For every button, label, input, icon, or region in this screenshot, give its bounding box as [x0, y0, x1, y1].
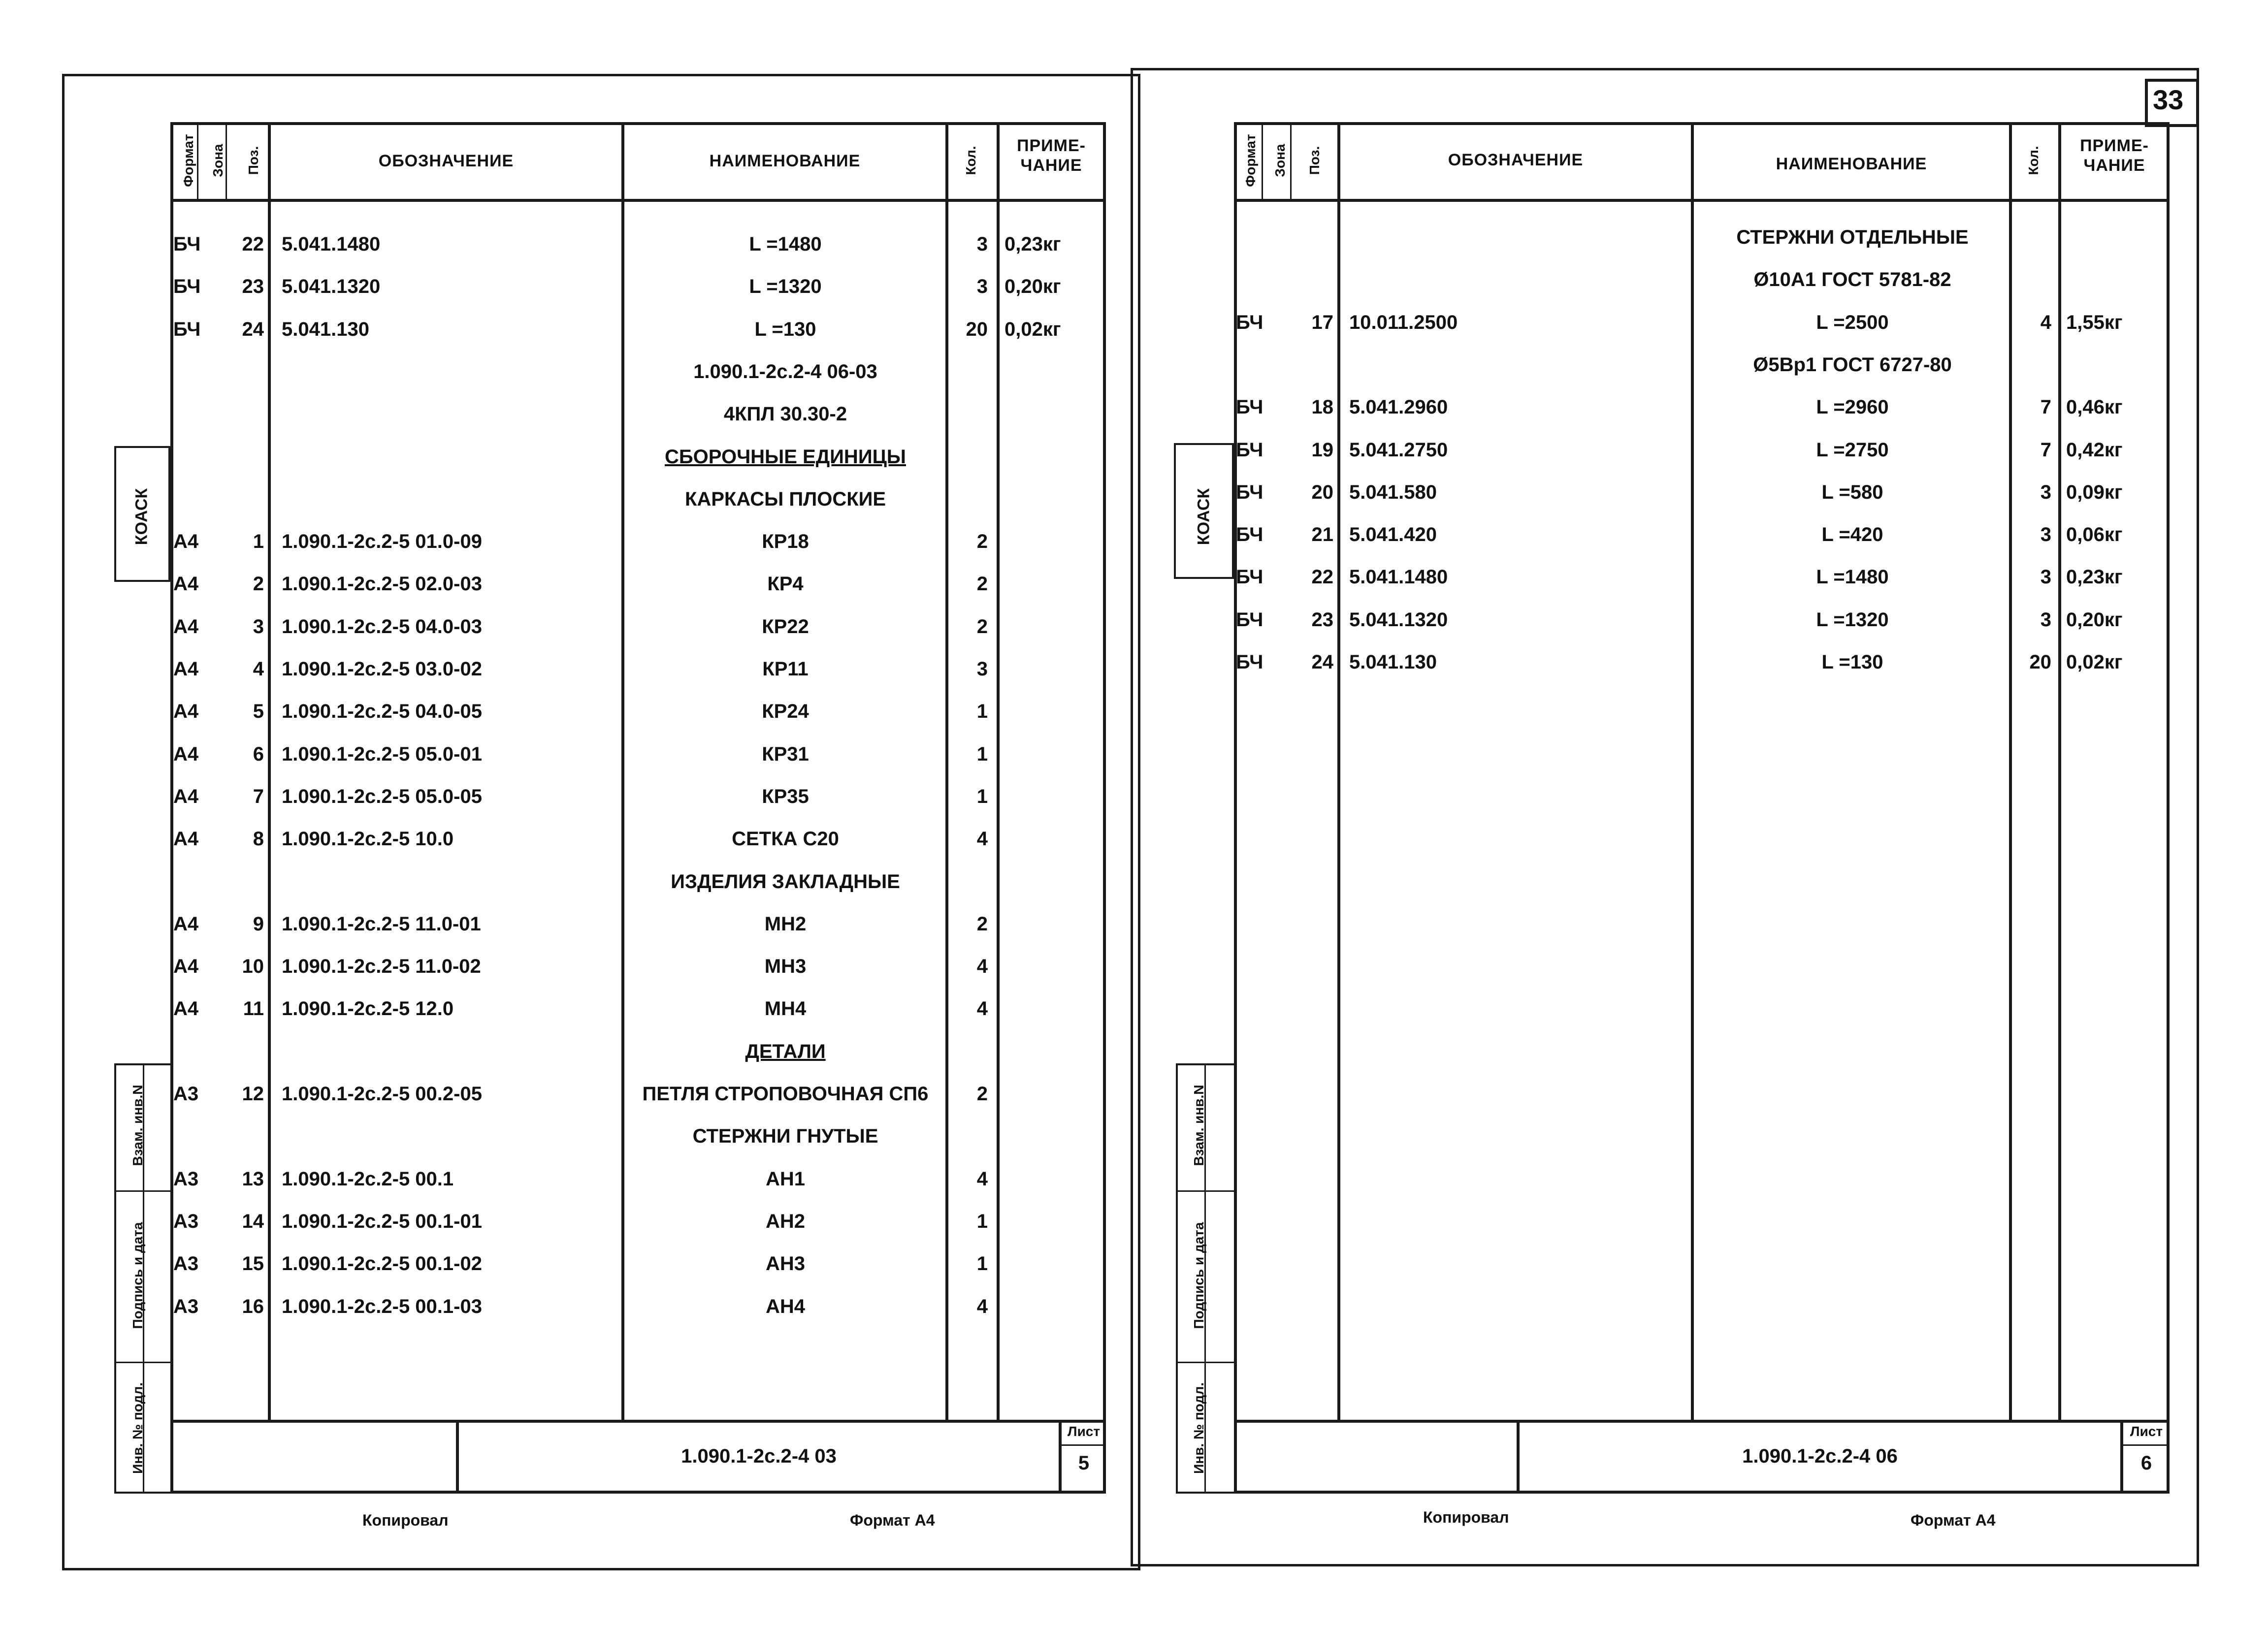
row-quantity: 4 [976, 998, 988, 1020]
row-quantity: 2 [976, 531, 988, 553]
row-position: 23 [242, 276, 264, 298]
row-format: БЧ [1236, 608, 1264, 631]
row-note: 0,42кг [2066, 439, 2123, 461]
row-designation: 1.090.1-2с.2-5 05.0-01 [282, 743, 482, 765]
row-quantity: 2 [976, 573, 988, 595]
row-name: L =1480 [1816, 566, 1889, 588]
koask-label: КОАСК [1194, 488, 1213, 545]
inv-podl-label: Инв. № подл. [1191, 1382, 1206, 1474]
row-note: 0,06кг [2066, 524, 2123, 546]
row-name: L =1320 [1816, 608, 1889, 631]
col-name-header: НАИМЕНОВАНИЕ [1776, 155, 1927, 173]
row-name: L =2500 [1816, 311, 1889, 333]
row-name: L =130 [1821, 651, 1883, 673]
row-quantity: 3 [976, 233, 988, 255]
row-name: СБОРОЧНЫЕ ЕДИНИЦЫ [665, 446, 906, 468]
left-footer-copied: Копировал [362, 1511, 449, 1529]
row-designation: 1.090.1-2с.2-5 01.0-09 [282, 531, 482, 553]
left-doc-number: 1.090.1-2с.2-4 03 [681, 1445, 837, 1467]
row-name: L =130 [754, 318, 816, 340]
row-quantity: 1 [976, 1210, 988, 1232]
row-note: 0,20кг [2066, 608, 2123, 631]
col-note-header: ПРИМЕ- ЧАНИЕ [2080, 136, 2149, 175]
row-note: 0,23кг [1004, 233, 1061, 255]
row-position: 24 [242, 318, 264, 340]
row-format: БЧ [1236, 651, 1264, 673]
row-designation: 1.090.1-2с.2-5 11.0-01 [282, 913, 481, 935]
row-name: Ø5Вр1 ГОСТ 6727-80 [1753, 353, 1952, 376]
row-designation: 5.041.420 [1349, 524, 1437, 546]
row-format: БЧ [1236, 396, 1264, 418]
row-name: КР35 [762, 785, 809, 807]
col-pos-header: Поз. [246, 146, 261, 175]
row-designation: 5.041.1480 [282, 233, 381, 255]
row-format: А4 [173, 785, 199, 807]
row-position: 8 [253, 828, 264, 850]
row-quantity: 20 [2029, 651, 2051, 673]
sheet-number: 33 [2153, 84, 2184, 115]
row-name: АН1 [765, 1168, 806, 1190]
row-format: БЧ [1236, 566, 1264, 588]
row-quantity: 3 [2040, 524, 2051, 546]
row-designation: 1.090.1-2с.2-5 00.1 [282, 1168, 454, 1190]
row-name: КР11 [762, 658, 809, 680]
row-designation: 1.090.1-2с.2-5 05.0-05 [282, 785, 482, 807]
row-position: 13 [242, 1168, 264, 1190]
col-qty-header: Кол. [2026, 146, 2041, 175]
row-format: БЧ [1236, 524, 1264, 546]
row-designation: 1.090.1-2с.2-5 00.1-03 [282, 1295, 482, 1317]
row-name: 4КПЛ 30.30-2 [723, 403, 847, 425]
row-format: А3 [173, 1253, 199, 1275]
row-position: 18 [1311, 396, 1333, 418]
row-position: 10 [242, 956, 264, 978]
row-name: СТЕРЖНИ ГНУТЫЕ [692, 1125, 878, 1148]
row-name: L =580 [1821, 481, 1883, 503]
row-position: 6 [253, 743, 264, 765]
col-zone-header: Зона [210, 144, 226, 177]
row-name: КР4 [767, 573, 804, 595]
col-note-header: ПРИМЕ- ЧАНИЕ [1017, 136, 1086, 175]
row-designation: 1.090.1-2с.2-5 00.1-01 [282, 1210, 482, 1232]
right-list-label: Лист [2130, 1424, 2163, 1439]
row-position: 5 [253, 701, 264, 723]
row-name: СЕТКА С20 [732, 828, 839, 850]
row-position: 4 [253, 658, 264, 680]
row-name: СТЕРЖНИ ОТДЕЛЬНЫЕ [1736, 226, 1969, 248]
row-quantity: 1 [976, 743, 988, 765]
row-designation: 1.090.1-2с.2-5 00.2-05 [282, 1083, 482, 1105]
row-format: А4 [173, 701, 199, 723]
row-designation: 5.041.580 [1349, 481, 1437, 503]
row-position: 3 [253, 615, 264, 638]
row-designation: 5.041.2960 [1349, 396, 1448, 418]
row-designation: 5.041.2750 [1349, 439, 1448, 461]
row-note: 0,02кг [1004, 318, 1061, 340]
row-format: БЧ [1236, 311, 1264, 333]
row-format: А4 [173, 658, 199, 680]
row-quantity: 4 [2040, 311, 2051, 333]
row-name: L =1320 [749, 276, 822, 298]
signature-date-label: Подпись и дата [130, 1222, 145, 1329]
row-note: 0,23кг [2066, 566, 2123, 588]
row-format: БЧ [173, 276, 201, 298]
row-format: А4 [173, 913, 199, 935]
row-quantity: 2 [976, 1083, 988, 1105]
row-position: 22 [1311, 566, 1333, 588]
row-designation: 5.041.130 [282, 318, 369, 340]
row-name: МН3 [764, 956, 807, 978]
row-name: КР24 [762, 701, 809, 723]
row-name: ИЗДЕЛИЯ ЗАКЛАДНЫЕ [671, 870, 900, 893]
row-format: А4 [173, 998, 199, 1020]
row-note: 0,09кг [2066, 481, 2123, 503]
row-format: А4 [173, 743, 199, 765]
row-note: 0,02кг [2066, 651, 2123, 673]
row-quantity: 20 [966, 318, 988, 340]
right-footer-copied: Копировал [1423, 1508, 1509, 1526]
row-position: 1 [253, 531, 264, 553]
row-name: МН2 [764, 913, 807, 935]
inv-vzam-label: Взам. инв.N [130, 1085, 145, 1166]
row-position: 22 [242, 233, 264, 255]
col-qty-header: Кол. [963, 146, 978, 175]
row-quantity: 3 [2040, 481, 2051, 503]
row-name: КР18 [762, 531, 809, 553]
row-quantity: 3 [2040, 566, 2051, 588]
col-pos-header: Поз. [1307, 146, 1322, 175]
row-quantity: 3 [976, 276, 988, 298]
row-designation: 1.090.1-2с.2-5 03.0-02 [282, 658, 482, 680]
col-designation-header: ОБОЗНАЧЕНИЕ [378, 152, 514, 170]
col-zone-header: Зона [1272, 144, 1288, 177]
row-position: 20 [1311, 481, 1333, 503]
col-format-header: Формат [181, 134, 196, 187]
row-position: 17 [1311, 311, 1333, 333]
row-note: 0,46кг [2066, 396, 2123, 418]
row-position: 15 [242, 1253, 264, 1275]
right-list-number: 6 [2140, 1452, 2152, 1474]
row-position: 11 [243, 998, 264, 1020]
row-quantity: 3 [2040, 608, 2051, 631]
right-doc-number: 1.090.1-2с.2-4 06 [1742, 1445, 1898, 1467]
row-quantity: 1 [976, 1253, 988, 1275]
row-designation: 1.090.1-2с.2-5 02.0-03 [282, 573, 482, 595]
left-list-label: Лист [1067, 1424, 1101, 1439]
left-list-number: 5 [1078, 1452, 1090, 1474]
row-quantity: 4 [976, 1295, 988, 1317]
left-footer-format: Формат А4 [850, 1511, 935, 1529]
row-name: L =420 [1821, 524, 1883, 546]
row-note: 1,55кг [2066, 311, 2123, 333]
row-position: 19 [1311, 439, 1333, 461]
row-format: А3 [173, 1295, 199, 1317]
row-name: КР31 [762, 743, 809, 765]
col-name-header: НАИМЕНОВАНИЕ [709, 152, 861, 170]
row-quantity: 4 [976, 956, 988, 978]
signature-date-label: Подпись и дата [1191, 1222, 1206, 1329]
row-format: А4 [173, 573, 199, 595]
row-name: L =2960 [1816, 396, 1889, 418]
col-format-header: Формат [1243, 134, 1258, 187]
row-designation: 1.090.1-2с.2-5 00.1-02 [282, 1253, 482, 1275]
row-position: 9 [253, 913, 264, 935]
row-quantity: 1 [976, 785, 988, 807]
right-footer-format: Формат А4 [1911, 1511, 1996, 1529]
row-format: БЧ [1236, 439, 1264, 461]
row-format: БЧ [173, 233, 201, 255]
row-designation: 1.090.1-2с.2-5 04.0-05 [282, 701, 482, 723]
row-note: 0,20кг [1004, 276, 1061, 298]
row-name: КР22 [762, 615, 809, 638]
row-designation: 1.090.1-2с.2-5 04.0-03 [282, 615, 482, 638]
row-format: БЧ [1236, 481, 1264, 503]
row-position: 16 [242, 1295, 264, 1317]
row-format: А4 [173, 531, 199, 553]
row-name: КАРКАСЫ ПЛОСКИЕ [684, 488, 886, 510]
koask-label: КОАСК [132, 488, 151, 545]
row-quantity: 7 [2040, 439, 2051, 461]
row-name: L =1480 [749, 233, 822, 255]
row-format: А4 [173, 956, 199, 978]
row-format: А4 [173, 828, 199, 850]
row-position: 21 [1311, 524, 1333, 546]
row-designation: 10.011.2500 [1349, 311, 1458, 333]
row-name: ДЕТАЛИ [745, 1040, 826, 1062]
row-quantity: 4 [976, 1168, 988, 1190]
row-quantity: 3 [976, 658, 988, 680]
row-quantity: 1 [976, 701, 988, 723]
row-designation: 5.041.1320 [1349, 608, 1448, 631]
row-format: БЧ [173, 318, 201, 340]
row-format: А3 [173, 1210, 199, 1232]
row-designation: 1.090.1-2с.2-5 10.0 [282, 828, 454, 850]
row-name: МН4 [764, 998, 807, 1020]
row-name: АН3 [765, 1253, 806, 1275]
row-name: ПЕТЛЯ СТРОПОВОЧНАЯ СП6 [642, 1083, 929, 1105]
row-designation: 5.041.1480 [1349, 566, 1448, 588]
row-position: 7 [253, 785, 264, 807]
row-position: 2 [253, 573, 264, 595]
row-designation: 5.041.130 [1349, 651, 1437, 673]
row-designation: 1.090.1-2с.2-5 12.0 [282, 998, 454, 1020]
row-position: 24 [1311, 651, 1333, 673]
row-quantity: 7 [2040, 396, 2051, 418]
row-quantity: 4 [976, 828, 988, 850]
row-name: Ø10А1 ГОСТ 5781-82 [1753, 269, 1951, 291]
row-name: АН4 [765, 1295, 806, 1317]
row-designation: 1.090.1-2с.2-5 11.0-02 [282, 956, 481, 978]
row-name: АН2 [765, 1210, 806, 1232]
row-quantity: 2 [976, 615, 988, 638]
row-format: А4 [173, 615, 199, 638]
col-designation-header: ОБОЗНАЧЕНИЕ [1448, 151, 1584, 169]
row-position: 12 [242, 1083, 264, 1105]
row-name: L =2750 [1816, 439, 1889, 461]
row-position: 14 [242, 1210, 264, 1232]
row-format: А3 [173, 1083, 199, 1105]
inv-vzam-label: Взам. инв.N [1191, 1085, 1206, 1166]
row-position: 23 [1311, 608, 1333, 631]
row-format: А3 [173, 1168, 199, 1190]
row-quantity: 2 [976, 913, 988, 935]
row-designation: 5.041.1320 [282, 276, 381, 298]
inv-podl-label: Инв. № подл. [130, 1382, 145, 1474]
row-name: 1.090.1-2с.2-4 06-03 [693, 360, 877, 383]
